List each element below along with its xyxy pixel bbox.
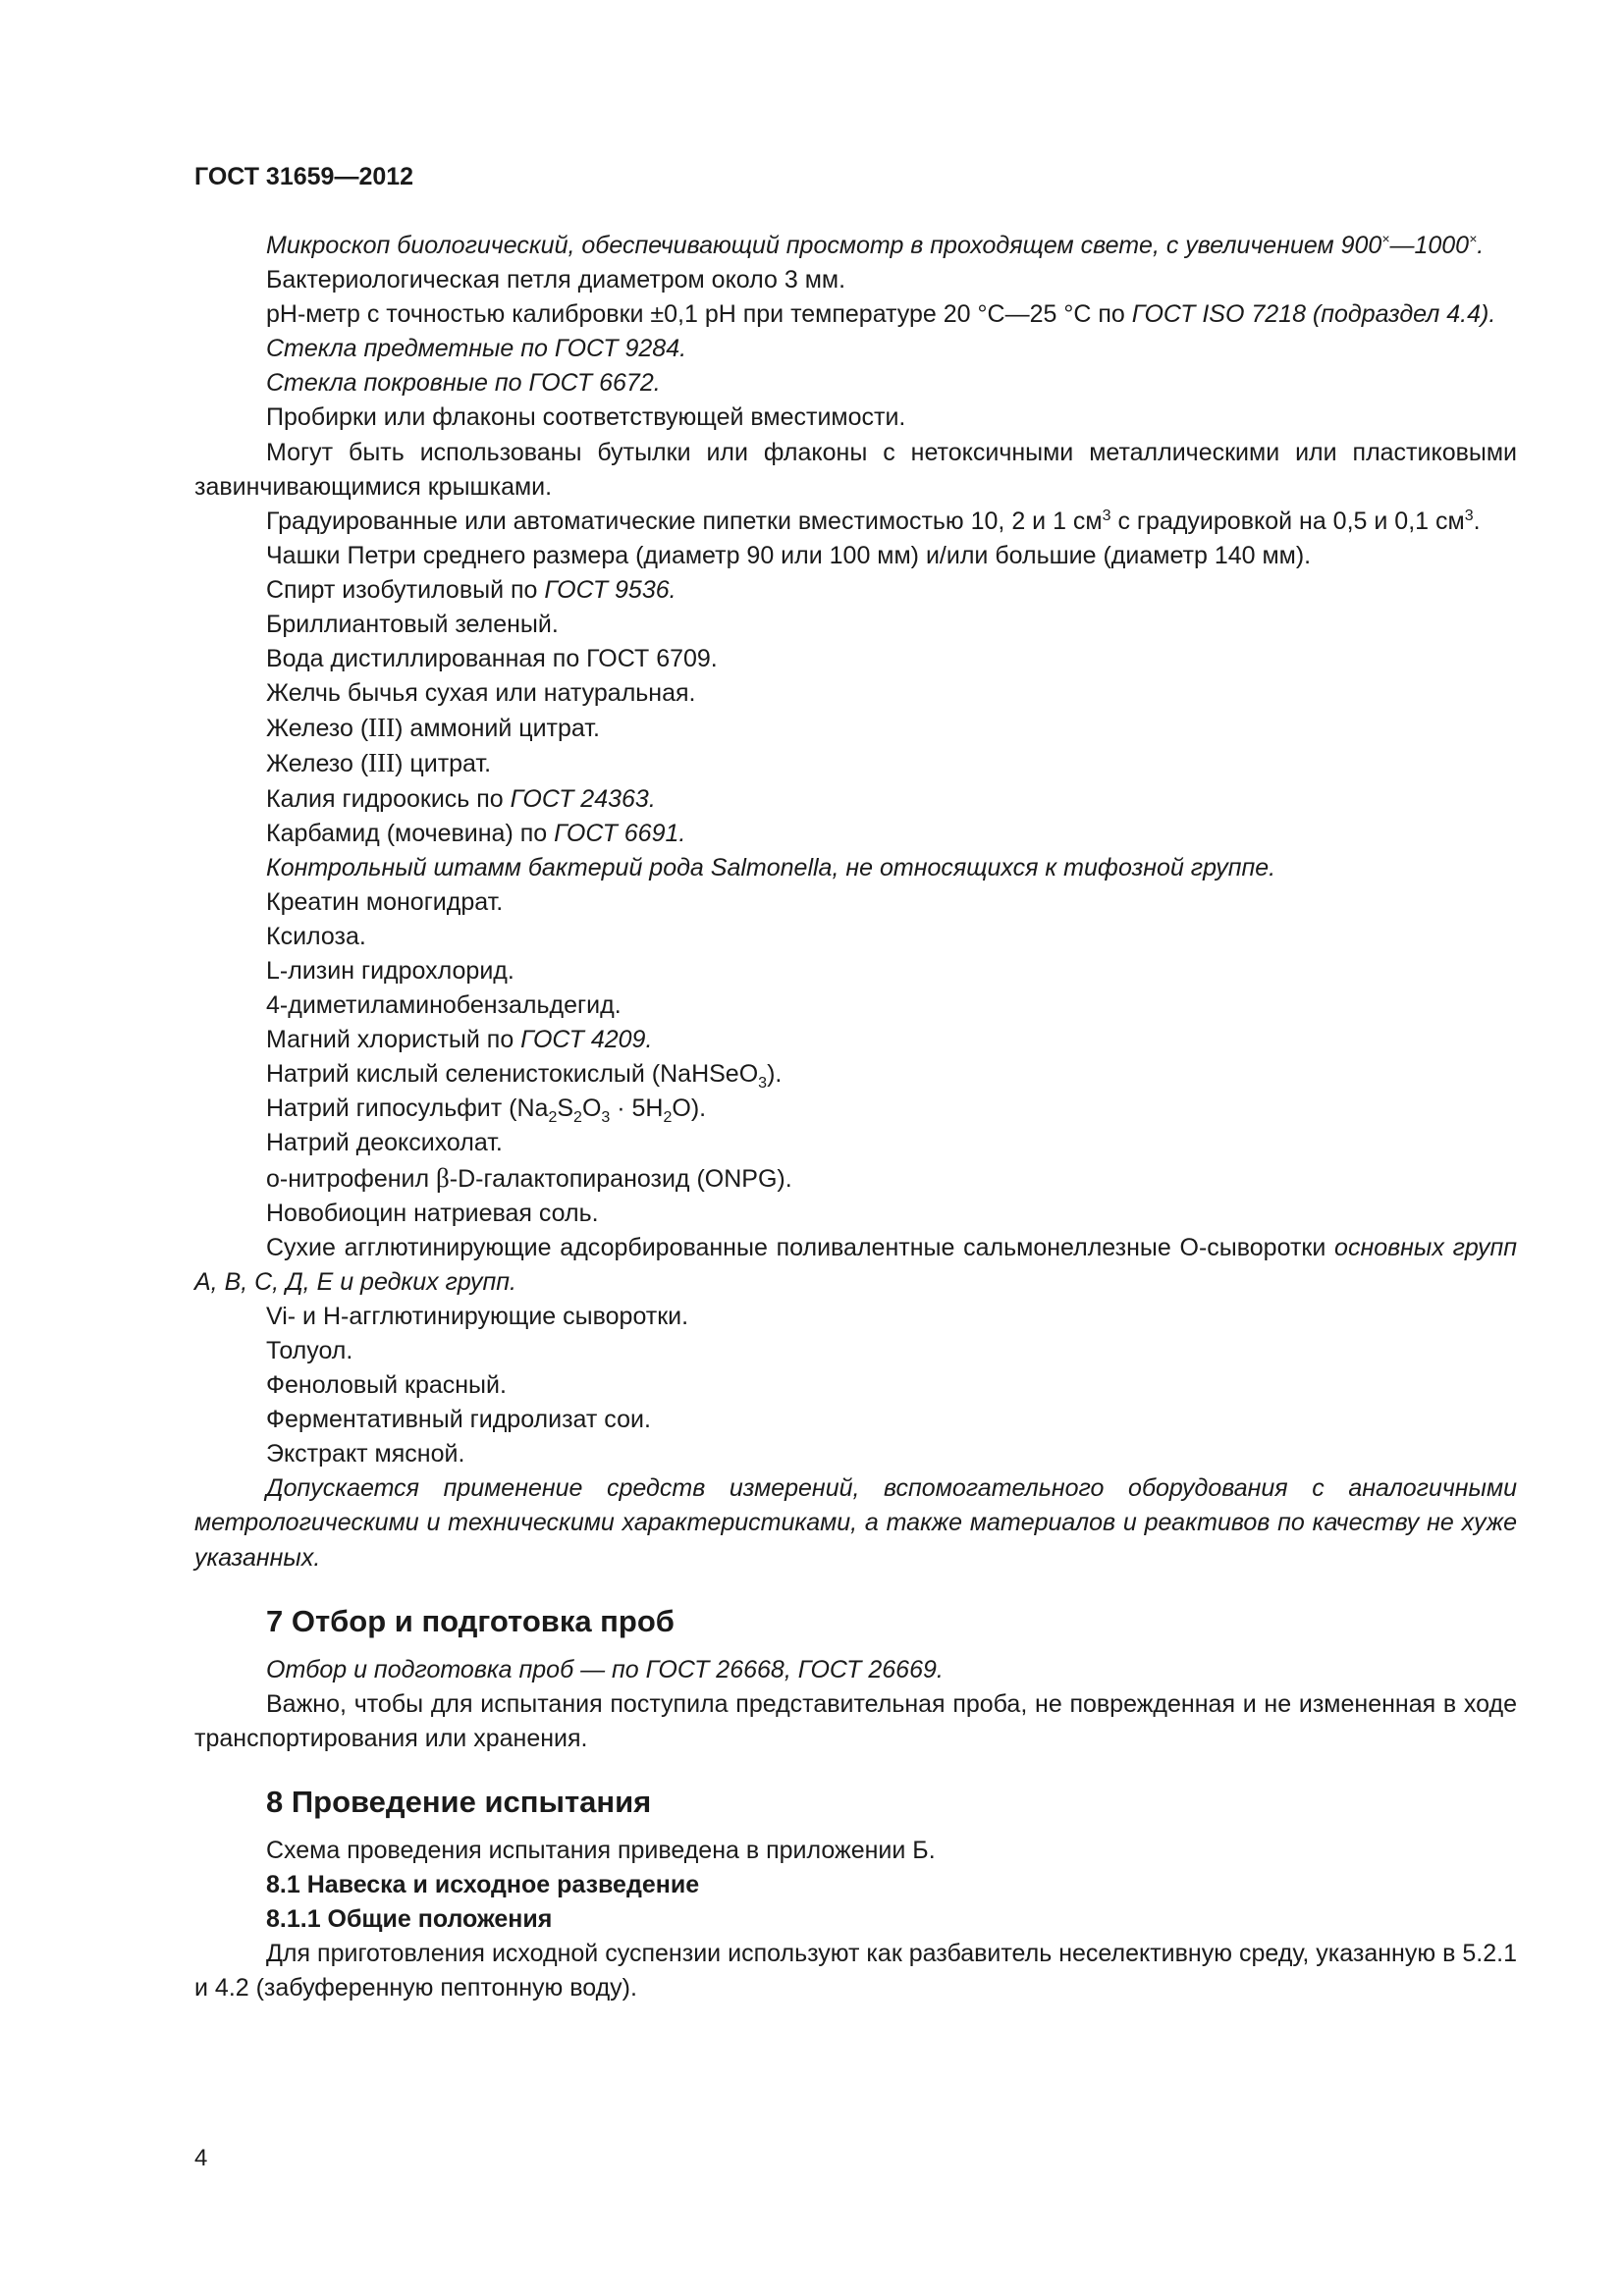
- para-bile: Желчь бычья сухая или натуральная.: [266, 679, 696, 708]
- page-number: 4: [194, 2145, 208, 2171]
- section-8-heading: 8 Проведение испытания: [266, 1784, 652, 1819]
- para-allowed: Допускается применение средств измерений, вспомогательного оборудования с аналогичными метрологическими и техническими характеристиками, а также материалов и реактивов по качеству не хуже указанных.: [194, 1474, 1517, 1572]
- para-control-strain: Контрольный штамм бактерий рода Salmonella, не относящихся к тифозной группе.: [266, 853, 1276, 881]
- para-sera-vi: Vi- и Н-агглютинирующие сыворотки.: [266, 1302, 689, 1330]
- para-selenite: Натрий кислый селенистокислый (NaHSeO$_3$).: [266, 1060, 783, 1093]
- para-toluene: Толуол.: [266, 1337, 353, 1364]
- document-body: [194, 229, 1517, 2005]
- para-creatine: Креатин моногидрат.: [266, 887, 504, 916]
- para-meat: Экстракт мясной.: [266, 1440, 465, 1468]
- para-slides: Стекла предметные по ГОСТ 9284.: [266, 335, 687, 363]
- para-lysine: L-лизин гидрохлорид.: [266, 956, 514, 985]
- para-loop: Бактериологическая петля диаметром около 3 мм.: [266, 266, 846, 294]
- para-cover-glass: Стекла покровные по ГОСТ 6672.: [266, 369, 661, 398]
- para-scheme: Схема проведения испытания приведена в приложении Б.: [266, 1836, 936, 1864]
- para-dmab: 4-диметиламинобензальдегид.: [266, 991, 622, 1020]
- document-header: ГОСТ 31659—2012: [194, 163, 414, 190]
- para-koh: Калия гидроокись по ГОСТ 24363.: [266, 784, 656, 813]
- para-mgcl: Магний хлористый по ГОСТ 4209.: [266, 1026, 653, 1054]
- para-xylose: Ксилоза.: [266, 922, 366, 950]
- para-bottles: Могут быть использованы бутылки или флаконы с нетоксичными металлическими или пластиковыми завинчивающимися крышками.: [194, 438, 1517, 501]
- para-water: Вода дистиллированная по ГОСТ 6709.: [266, 645, 718, 673]
- subsection-8-1-heading: 8.1 Навеска и исходное разведение: [266, 1871, 700, 1899]
- para-tubes: Пробирки или флаконы соответствующей вместимости.: [266, 403, 906, 432]
- para-petri: Чашки Петри среднего размера (диаметр 90 или 100 мм) и/или большие (диаметр 140 мм).: [266, 541, 1312, 569]
- para-urea: Карбамид (мочевина) по ГОСТ 6691.: [266, 819, 686, 847]
- subsection-8-1-1-heading: 8.1.1 Общие положения: [266, 1905, 553, 1934]
- section-7-heading: 7 Отбор и подготовка проб: [266, 1603, 675, 1638]
- para-iron-ammonium-citrate: Железо (III) аммоний цитрат.: [266, 713, 600, 743]
- para-sampling: Отбор и подготовка проб — по ГОСТ 26668, ГОСТ 26669.: [266, 1655, 944, 1683]
- para-onpg: о-нитрофенил β-D-галактопиранозид (ONPG).: [266, 1162, 792, 1193]
- para-soy: Ферментативный гидролизат сои.: [266, 1406, 651, 1434]
- para-pipettes: Градуированные или автоматические пипетки вместимостью 10, 2 и 1 $см^3$ с градуировкой на 0,5 и 0,1 $см^3$.: [266, 507, 1481, 535]
- para-phenol-red: Феноловый красный.: [266, 1371, 507, 1400]
- para-brilliant-green: Бриллиантовый зеленый.: [266, 611, 559, 639]
- para-initial-suspension: Для приготовления исходной суспензии используют как разбавитель неселективную среду, указанную в 5.2.1 и 4.2 (забуференную пептонную воду).: [194, 1940, 1517, 2002]
- para-deoxycholate: Натрий деоксихолат.: [266, 1129, 503, 1157]
- para-ph-meter: pH-метр с точностью калибровки ±0,1 pH при температуре 20 °С—25 °С по ГОСТ ISO 7218 (подраздел 4.4).: [266, 300, 1496, 329]
- para-novobiocin: Новобиоцин натриевая соль.: [266, 1199, 599, 1227]
- para-representative-sample: Важно, чтобы для испытания поступила представительная проба, не поврежденная и не измененная в ходе транспортирования или хранения.: [194, 1689, 1517, 1752]
- para-thiosulfate: Натрий гипосульфит $(Na_2S_2O_3 \cdot 5H_2O)$.: [266, 1095, 707, 1127]
- para-isobutyl: Спирт изобутиловый по ГОСТ 9536.: [266, 575, 676, 604]
- para-microscope: Микроскоп биологический, обеспечивающий просмотр в проходящем свете, с увеличением 900×—1000×.: [266, 231, 1485, 259]
- para-sera-o: Сухие агглютинирующие адсорбированные поливалентные сальмонеллезные О-сыворотки основных групп А, В, С, Д, Е и редких групп.: [194, 1233, 1517, 1296]
- para-iron-citrate: Железо (III) цитрат.: [266, 748, 492, 778]
